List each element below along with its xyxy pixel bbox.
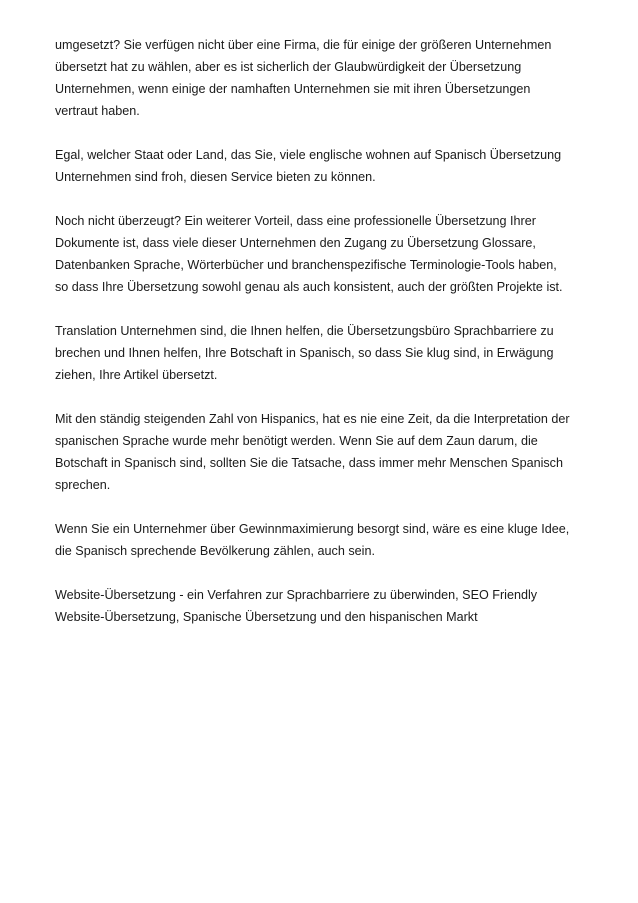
text-line: ziehen, Ihre Artikel übersetzt. (55, 368, 218, 382)
text-line: Botschaft in Spanisch sind, sollten Sie die Tatsache, dass immer mehr Menschen Spanisch (55, 456, 563, 470)
paragraph (55, 518, 595, 562)
text-line: sprechen. (55, 478, 111, 492)
text-line: spanischen Sprache wurde mehr benötigt werden. Wenn Sie auf dem Zaun darum, die (55, 434, 538, 448)
text-line: die Spanisch sprechende Bevölkerung zählen, auch sein. (55, 544, 375, 558)
paragraph (55, 584, 595, 628)
paragraph (55, 144, 595, 188)
text-line: Website-Übersetzung, Spanische Übersetzung und den hispanischen Markt (55, 610, 478, 624)
text-line: Egal, welcher Staat oder Land, das Sie, viele englische wohnen auf Spanisch Übersetzung (55, 148, 562, 162)
text-line: Mit den ständig steigenden Zahl von Hispanics, hat es nie eine Zeit, da die Interpretation der (55, 412, 570, 426)
text-line: so dass Ihre Übersetzung sowohl genau als auch konsistent, auch der größten Projekte ist. (55, 280, 563, 294)
text-line: umgesetzt? Sie verfügen nicht über eine Firma, die für einige der größeren Unternehmen (55, 38, 552, 52)
text-line: Wenn Sie ein Unternehmer über Gewinnmaximierung besorgt sind, wäre es eine kluge Idee, (55, 522, 570, 536)
paragraph (55, 34, 595, 122)
text-line: Unternehmen, wenn einige der namhaften Unternehmen sie mit ihren Übersetzungen (55, 82, 531, 96)
text-line: Noch nicht überzeugt? Ein weiterer Vorteil, dass eine professionelle Übersetzung Ihrer (55, 214, 536, 228)
text-line: Website-Übersetzung - ein Verfahren zur Sprachbarriere zu überwinden, SEO Friendly (55, 588, 538, 602)
text-line: vertraut haben. (55, 104, 140, 118)
text-line: Translation Unternehmen sind, die Ihnen helfen, die Übersetzungsbüro Sprachbarriere zu (55, 324, 554, 338)
text-line: Dokumente ist, dass viele dieser Unternehmen den Zugang zu Übersetzung Glossare, (55, 236, 536, 250)
text-line: Datenbanken Sprache, Wörterbücher und branchenspezifische Terminologie-Tools haben, (55, 258, 557, 272)
document-body (55, 34, 595, 650)
text-line: übersetzt hat zu wählen, aber es ist sicherlich der Glaubwürdigkeit der Übersetzung (55, 60, 522, 74)
text-line: Unternehmen sind froh, diesen Service bieten zu können. (55, 170, 376, 184)
paragraph (55, 210, 595, 298)
paragraph (55, 320, 595, 386)
text-line: brechen und Ihnen helfen, Ihre Botschaft in Spanisch, so dass Sie klug sind, in Erwägung (55, 346, 554, 360)
paragraph (55, 408, 595, 496)
